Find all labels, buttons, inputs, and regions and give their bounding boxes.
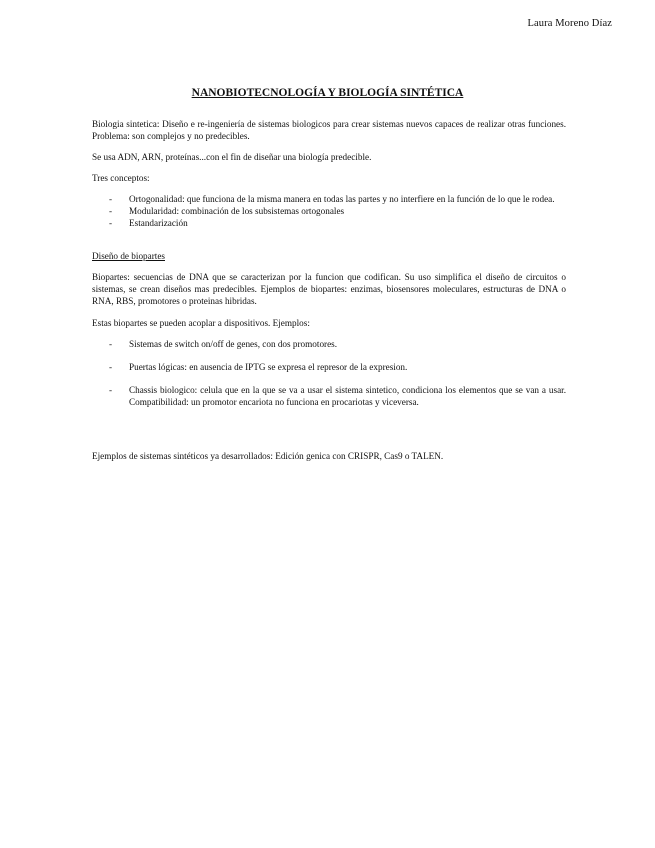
device-item <box>92 338 566 350</box>
concept-text: Estandarización <box>129 218 188 228</box>
device-text: Chassis biologico: celula que en la que se va a usar el sistema sintetico, condiciona los elementos que se van a usar. Compatibilidad: un promotor encariota no funciona en procariotas y viceversa. <box>129 385 566 407</box>
concept-item <box>92 217 566 229</box>
device-item <box>92 361 566 373</box>
intro-paragraph-block <box>92 118 566 142</box>
bioparts-paragraph: Biopartes: secuencias de DNA que se caracterizan por la funcion que codifican. Su uso simplifica el diseño de circuitos o sistemas, se crean diseños mas predecibles. Ejemplos de biopartes: enzimas, biosensores moleculares, estructuras de DNA o RNA, RBS, promotores o proteinas hibridas. <box>92 272 566 306</box>
header-author: Laura Moreno Díaz <box>527 18 612 29</box>
concept-item <box>92 205 566 217</box>
list-dash: - <box>109 194 113 204</box>
document-title: NANOBIOTECNOLOGÍA Y BIOLOGÍA SINTÉTICA <box>191 87 464 99</box>
concepts-heading: Tres conceptos: <box>92 173 150 183</box>
list-dash: - <box>109 339 113 349</box>
usage-paragraph: Se usa ADN, ARN, proteínas...con el fin de diseñar una biología predecible. <box>92 152 372 162</box>
intro-paragraph: Biologia sintetica: Diseño e re-ingeniería de sistemas biologicos para crear sistemas nuevos capaces de realizar otras funciones. Problema: son complejos y no predecibles. <box>92 119 566 141</box>
examples-paragraph: Ejemplos de sistemas sintéticos ya desarrollados: Edición genica con CRISPR, Cas9 o TALEN. <box>92 451 444 461</box>
list-dash: - <box>109 206 113 216</box>
devices-list <box>92 338 566 408</box>
concepts-list <box>92 193 566 229</box>
device-text: Sistemas de switch on/off de genes, con dos promotores. <box>129 339 338 349</box>
usage-paragraph-block <box>92 151 566 163</box>
devices-intro: Estas biopartes se pueden acoplar a dispositivos. Ejemplos: <box>92 318 310 328</box>
list-dash: - <box>109 218 113 228</box>
concepts-list-block <box>92 193 566 229</box>
devices-intro-block <box>92 317 566 329</box>
concept-text: Modularidad: combinación de los subsistemas ortogonales <box>129 206 345 216</box>
examples-paragraph-block <box>92 450 566 462</box>
bioparts-heading: Diseño de biopartes <box>92 251 165 261</box>
bioparts-heading-block <box>92 250 566 262</box>
concepts-heading-block <box>92 172 566 184</box>
concept-item <box>92 193 566 205</box>
list-dash: - <box>109 362 113 372</box>
concept-text: Ortogonalidad: que funciona de la misma manera en todas las partes y no interfiere en la función de lo que le rodea. <box>129 194 555 204</box>
device-item <box>92 384 566 408</box>
bioparts-paragraph-block <box>92 271 566 307</box>
devices-list-block <box>92 338 566 419</box>
device-text: Puertas lógicas: en ausencia de IPTG se expresa el represor de la expresion. <box>129 362 408 372</box>
list-dash: - <box>109 385 113 395</box>
